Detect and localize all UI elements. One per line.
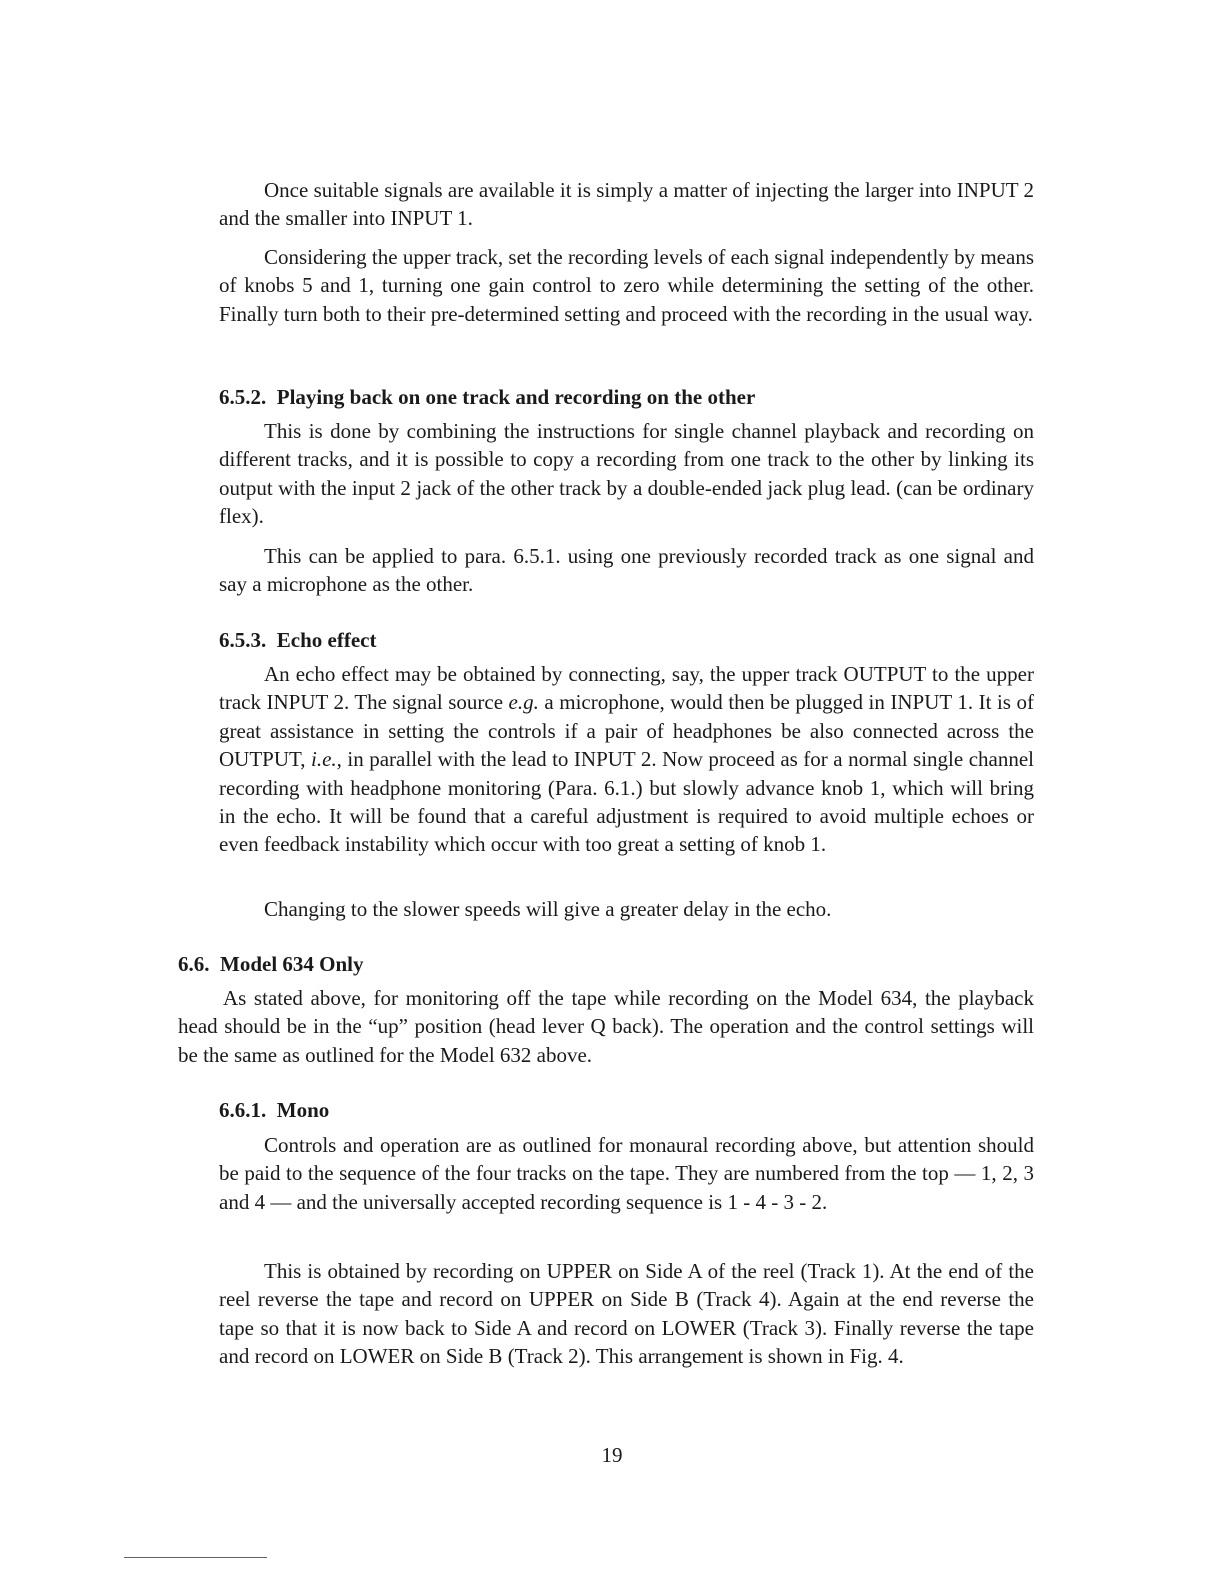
- heading-title: Echo effect: [276, 628, 377, 652]
- heading-number: 6.5.2.: [219, 385, 267, 409]
- paragraph-upper-track-levels: Considering the upper track, set the recording levels of each signal independently by means of knobs 5 and 1, turning one gain control to zero while determining the setting of the other. Finally turn both to their pre-determined setting and proceed with the recording in the usual way.: [219, 245, 1034, 326]
- heading-6-5-2: [219, 383, 755, 411]
- paragraph-input-injection: Once suitable signals are available it is simply a matter of injecting the larger into INPUT 2 and the smaller into INPUT 1.: [219, 178, 1034, 231]
- heading-6-6-1: [219, 1096, 329, 1124]
- footnote-divider: [124, 1557, 267, 1558]
- text-run: , in parallel with the lead to INPUT 2. Now proceed as for a normal single channel recording with headphone monitoring (Para. 6.1.) but slowly advance knob 1, which will bring in the echo. It will be found that a careful adjustment is required to avoid multiple echoes or even feedback instability which occur with too great a setting of knob 1.: [219, 747, 1034, 857]
- paragraph-mono-controls: Controls and operation are as outlined for monaural recording above, but attention should be paid to the sequence of the four tracks on the tape. They are numbered from the top — 1, 2, 3 and 4 — and the universally accepted recording sequence is 1 - 4 - 3 - 2.: [219, 1133, 1034, 1214]
- paragraph-playback-recording: This is done by combining the instructions for single channel playback and recording on different tracks, and it is possible to copy a recording from one track to the other by linking its output with the input 2 jack of the other track by a double-ended jack plug lead. (can be ordinary flex).: [219, 419, 1034, 529]
- heading-title: Model 634 Only: [220, 952, 364, 976]
- paragraph-model-634: As stated above, for monitoring off the tape while recording on the Model 634, the playback head should be in the “up” position (head lever Q back). The operation and the control settings will be the same as outlined for the Model 632 above.: [178, 986, 1034, 1067]
- page-number: 19: [601, 1443, 623, 1467]
- heading-6-6: [178, 950, 364, 978]
- paragraph-echo-effect: [219, 660, 1034, 859]
- text-run: An echo effect may be obtained by connecting, say, the upper track OUTPUT to the upper track INPUT 2. The signal source: [219, 662, 1034, 715]
- heading-number: 6.6.1.: [219, 1098, 267, 1122]
- paragraph-track-sequence: This is obtained by recording on UPPER on Side A of the reel (Track 1). At the end of the reel reverse the tape and record on UPPER on Side B (Track 4). Again at the end reverse the tape so that it is now back to Side A and record on LOWER (Track 3). Finally reverse the tape and record on LOWER on Side B (Track 2). This arrangement is shown in Fig. 4.: [219, 1259, 1034, 1369]
- text-run-italic: i.e.: [311, 747, 337, 772]
- paragraph-slower-speeds: Changing to the slower speeds will give a greater delay in the echo.: [264, 897, 832, 921]
- text-run-italic: e.g.: [508, 690, 539, 715]
- heading-number: 6.6.: [178, 952, 210, 976]
- heading-6-5-3: [219, 626, 376, 654]
- heading-number: 6.5.3.: [219, 628, 267, 652]
- text-run: a microphone, would then be plugged in INPUT 1. It is of great assistance in setting the controls if a pair of headphones be also connected across the OUTPUT,: [219, 690, 1034, 772]
- heading-title: Mono: [276, 1098, 330, 1122]
- paragraph-apply-6-5-1: This can be applied to para. 6.5.1. using one previously recorded track as one signal and say a microphone as the other.: [219, 544, 1034, 597]
- heading-title: Playing back on one track and recording on the other: [276, 385, 756, 409]
